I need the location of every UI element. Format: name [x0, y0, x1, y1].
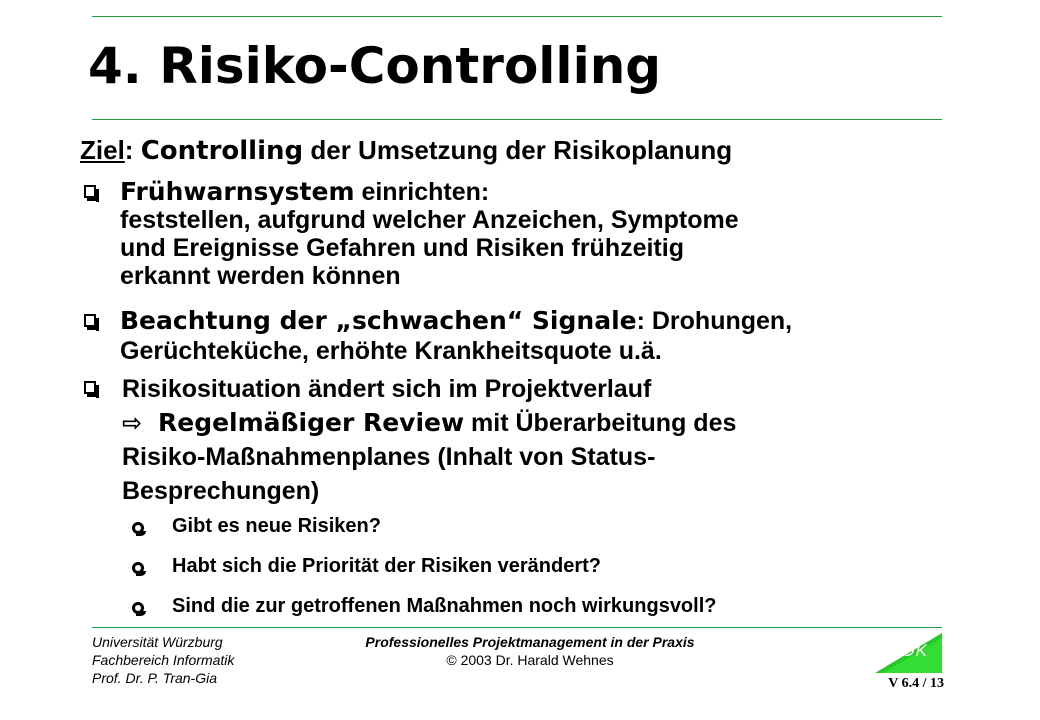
checkbox-bullet-icon: [84, 381, 96, 394]
footer-course: [330, 633, 730, 669]
title-rule: [92, 119, 942, 120]
footer-professor: Prof. Dr. P. Tran-Gia: [92, 670, 217, 686]
goal-colon: :: [124, 135, 134, 165]
bullet-line: Besprechungen): [122, 477, 320, 505]
top-rule: [92, 16, 942, 17]
bullet-keyword: Regelmäßiger Review: [158, 408, 465, 437]
footer-copyright: © 2003 Dr. Harald Wehnes: [446, 652, 614, 668]
aok-logo-text: AOK: [889, 641, 928, 660]
bullet-text: mit Überarbeitung des: [464, 409, 737, 437]
goal-label: Ziel: [80, 135, 125, 165]
goal-rest: der Umsetzung der Risikoplanung: [303, 135, 733, 165]
footer-department: Fachbereich Informatik: [92, 652, 235, 668]
bullet-text: : Drohungen,: [636, 307, 793, 335]
circle-bullet-icon: [132, 562, 144, 574]
footer-institution: [92, 633, 234, 687]
checkbox-bullet-icon: [84, 185, 96, 198]
bullet-line: Gerüchteküche, erhöhte Krankheitsquote u.ä.: [120, 337, 662, 365]
sub-item-text: Gibt es neue Risiken?: [172, 515, 381, 537]
aok-logo: [875, 633, 942, 673]
circle-bullet-icon: [132, 602, 144, 614]
bullet-line: erkannt werden können: [120, 262, 401, 290]
bullet-text: einrichten:: [354, 178, 490, 206]
bullet-keyword: Frühwarnsystem: [120, 177, 355, 206]
goal-line: [80, 133, 732, 168]
arrow-right-icon: ⇨: [122, 409, 143, 437]
circle-bullet-icon: [132, 522, 144, 534]
bullet-line: Risiko-Maßnahmenplanes (Inhalt von Status-: [122, 443, 656, 471]
footer-course-title: Professionelles Projektmanagement in der Praxis: [365, 634, 695, 650]
goal-keyword: Controlling: [140, 136, 304, 166]
slide-title: 4. Risiko-Controlling: [88, 37, 662, 95]
footer-university: Universität Würzburg: [92, 634, 223, 650]
sub-item-text: Habt sich die Priorität der Risiken verändert?: [172, 555, 602, 577]
bullet-keyword: Beachtung der „schwachen“ Signale: [120, 306, 637, 335]
bullet-line: und Ereignisse Gefahren und Risiken frühzeitig: [120, 234, 684, 262]
bullet-line: feststellen, aufgrund welcher Anzeichen, Symptome: [120, 206, 739, 234]
sub-item-text: Sind die zur getroffenen Maßnahmen noch wirkungsvoll?: [172, 595, 717, 617]
slide-version: V 6.4 / 13: [888, 676, 944, 691]
checkbox-bullet-icon: [84, 314, 96, 327]
bullet-line: Risikosituation ändert sich im Projektverlauf: [122, 375, 652, 403]
footer-rule: [92, 627, 942, 628]
